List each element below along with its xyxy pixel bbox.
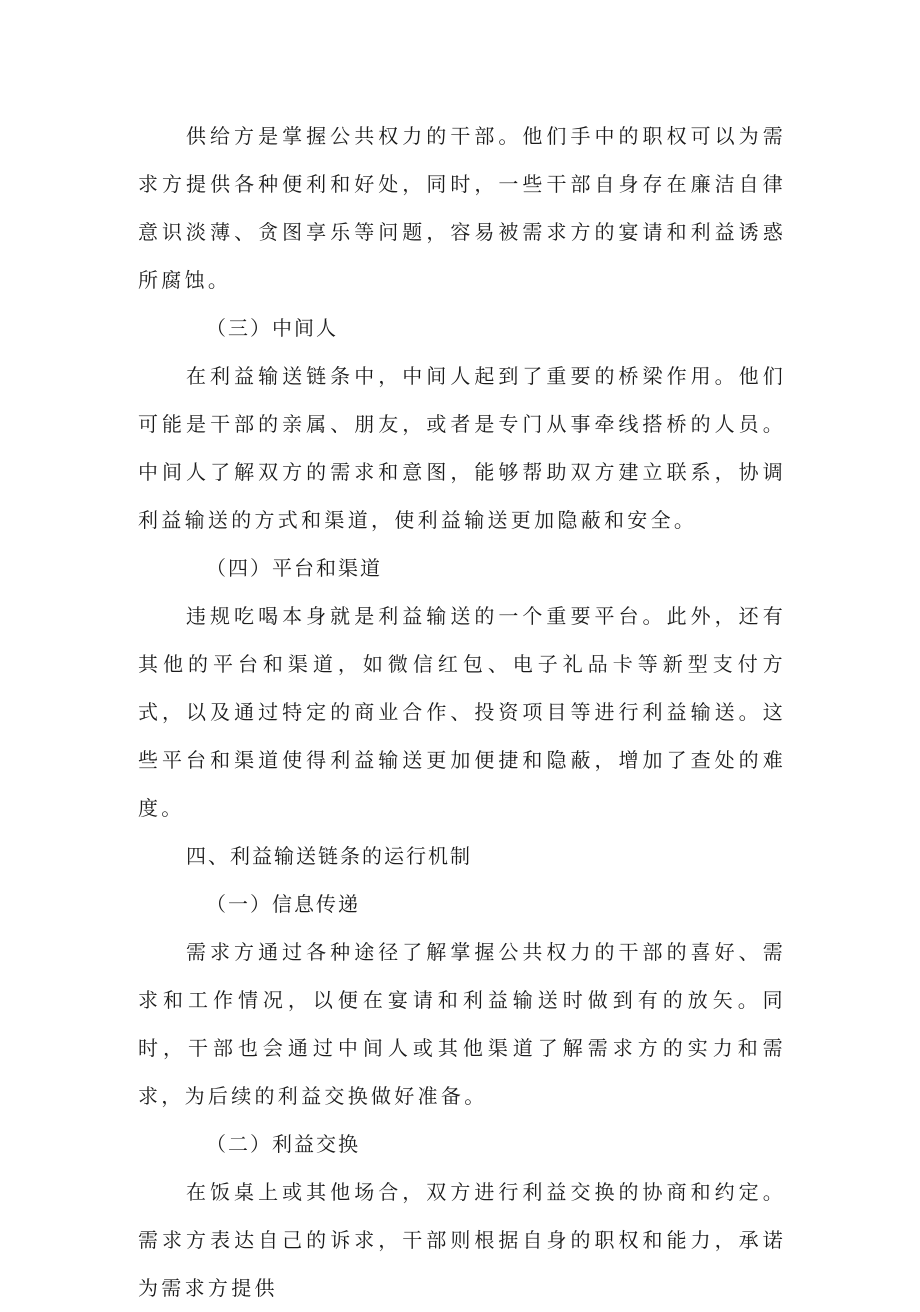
subheading-benefit-exchange: （二）利益交换 [206, 1132, 360, 1156]
section-heading-mechanism: 四、利益输送链条的运行机制 [186, 844, 472, 868]
subheading-information-transfer: （一）信息传递 [206, 892, 360, 916]
paragraph-platform-channel: 违规吃喝本身就是利益输送的一个重要平台。此外，还有其他的平台和渠道，如微信红包、电子礼品卡等新型支付方式，以及通过特定的商业合作、投资项目等进行利益输送。这些平台和渠道使得利益输送更加便捷和隐蔽，增加了查处的难度。 [138, 604, 786, 820]
paragraph-intermediary: 在利益输送链条中，中间人起到了重要的桥梁作用。他们可能是干部的亲属、朋友，或者是专门从事牵线搭桥的人员。中间人了解双方的需求和意图，能够帮助双方建立联系，协调利益输送的方式和渠道，使利益输送更加隐蔽和安全。 [138, 364, 786, 532]
document-body [138, 112, 786, 1312]
subheading-platform-channel: （四）平台和渠道 [206, 556, 382, 580]
paragraph-information-transfer: 需求方通过各种途径了解掌握公共权力的干部的喜好、需求和工作情况，以便在宴请和利益输送时做到有的放矢。同时，干部也会通过中间人或其他渠道了解需求方的实力和需求，为后续的利益交换做好准备。 [138, 940, 786, 1108]
subheading-intermediary: （三）中间人 [206, 316, 338, 340]
paragraph-supplier: 供给方是掌握公共权力的干部。他们手中的职权可以为需求方提供各种便利和好处，同时，一些干部自身存在廉洁自律意识淡薄、贪图享乐等问题，容易被需求方的宴请和利益诱惑所腐蚀。 [138, 124, 786, 292]
paragraph-benefit-exchange: 在饭桌上或其他场合，双方进行利益交换的协商和约定。需求方表达自己的诉求，干部则根据自身的职权和能力，承诺为需求方提供 [138, 1180, 786, 1300]
